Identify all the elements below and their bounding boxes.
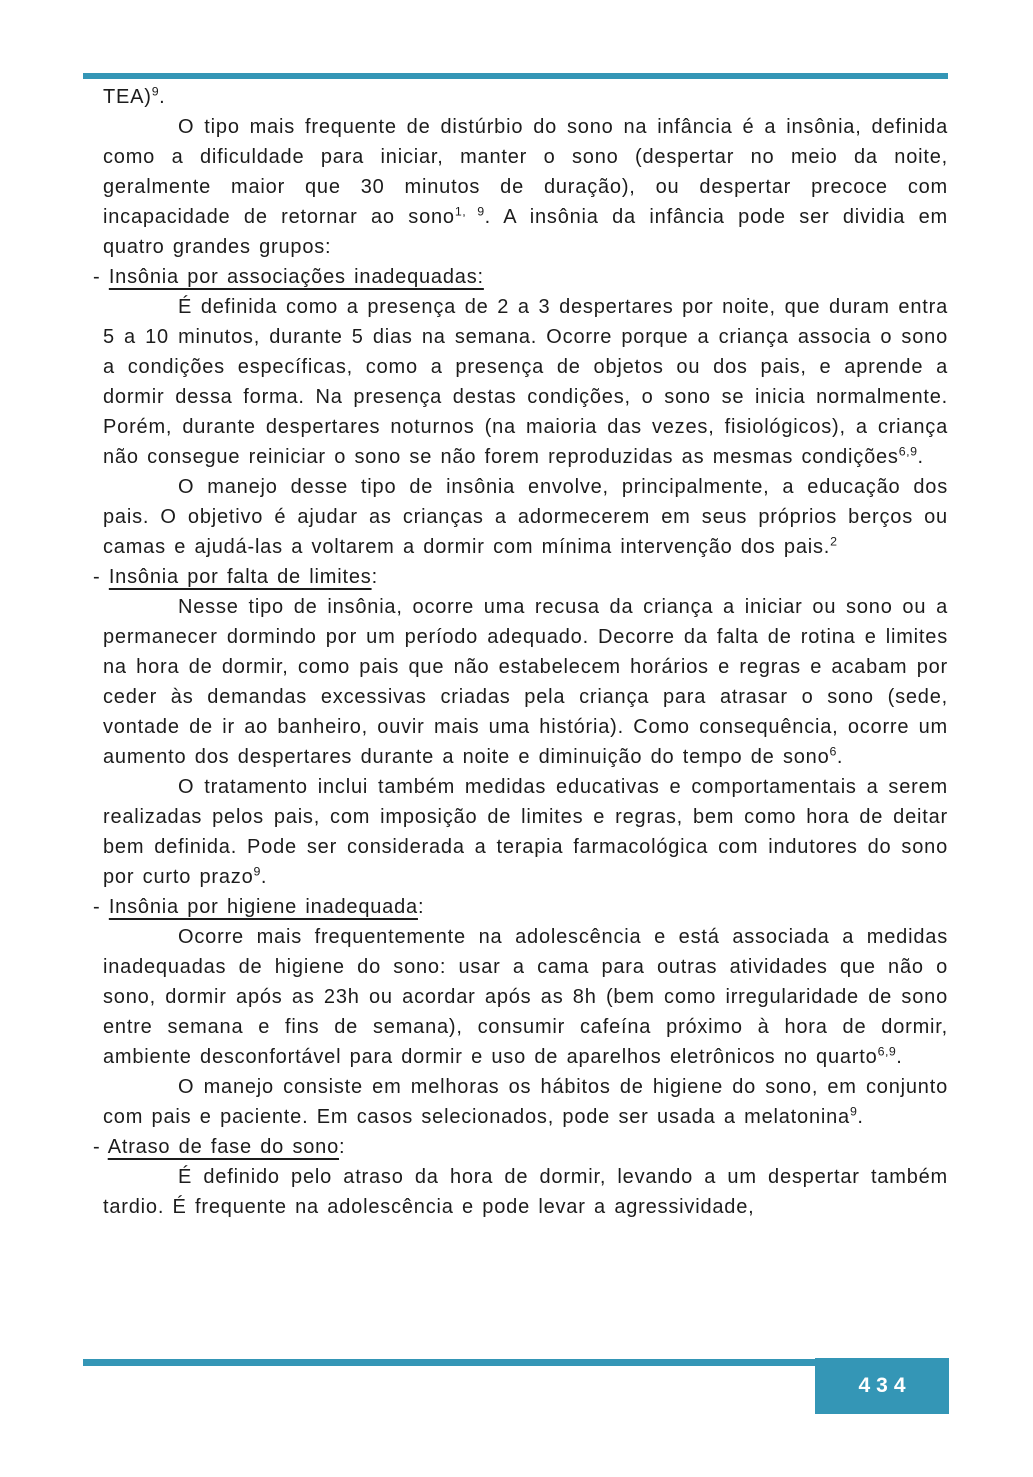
heading-label: Insônia por higiene inadequada: [108, 896, 418, 918]
paragraph: [103, 1162, 948, 1222]
paragraph: [103, 472, 948, 562]
heading-dash: -: [93, 566, 109, 588]
document-body: [93, 82, 948, 1222]
heading-dash: -: [93, 896, 109, 918]
paragraph-text: O manejo consiste em melhoras os hábitos de higiene do sono, em conjunto com pais e paciente. Em casos selecionados, pode ser usada a melatonina: [103, 1076, 948, 1128]
superscript-reference: 6,9: [877, 1044, 897, 1059]
paragraph: [103, 112, 948, 262]
superscript-reference: 9: [849, 1104, 858, 1119]
superscript-reference: 6,9: [898, 444, 918, 459]
paragraph: [103, 82, 948, 112]
bottom-divider: [83, 1359, 816, 1366]
paragraph: [103, 922, 948, 1072]
paragraph: [103, 1072, 948, 1132]
top-divider: [83, 73, 948, 79]
paragraph-text: .: [159, 86, 166, 108]
paragraph-text: O manejo desse tipo de insônia envolve, principalmente, a educação dos pais. O objetivo é ajudar as crianças a adormecerem em seus próprios berços ou camas e ajudá-las a voltarem a dormir com mínima intervenção dos pais.: [103, 476, 948, 558]
paragraph-text: Nesse tipo de insônia, ocorre uma recusa da criança a iniciar ou sono ou a permanecer dormindo por um período adequado. Decorre da falta de rotina e limites na hora de dormir, como pais que não estabelecem horários e regras e acabam por ceder às demandas excessivas criadas pela criança para atrasar o sono (sede, vontade de ir ao banheiro, ouvir mais uma história). Como consequência, ocorre um aumento dos despertares durante a noite e diminuição do tempo de sono: [103, 596, 948, 768]
paragraph-text: .: [896, 1046, 903, 1068]
superscript-reference: 2: [830, 534, 838, 549]
paragraph-text: O tipo mais frequente de distúrbio do sono na infância é a insônia, definida como a dificuldade para iniciar, manter o sono (despertar no meio da noite, geralmente maior que 30 minutos de duração), ou despertar precoce com incapacidade de retornar ao sono: [103, 116, 948, 228]
paragraph: [103, 592, 948, 772]
heading-label: Insônia por falta de limites: [108, 566, 372, 588]
superscript-reference: 6: [829, 744, 837, 759]
heading-suffix: :: [339, 1136, 346, 1158]
heading-suffix: :: [417, 896, 425, 918]
page-number-badge: [815, 1358, 949, 1414]
heading-label: Insônia por associações inadequadas:: [108, 266, 484, 288]
heading-dash: -: [93, 1136, 108, 1158]
section-heading: [93, 262, 948, 292]
paragraph-text: .: [917, 446, 924, 468]
superscript-reference: 9: [253, 864, 261, 879]
paragraph-text: É definido pelo atraso da hora de dormir, levando a um despertar também tardio. É frequente na adolescência e pode levar a agressividade,: [103, 1166, 948, 1218]
section-heading: [93, 892, 948, 922]
heading-dash: -: [93, 266, 109, 288]
paragraph-text: Ocorre mais frequentemente na adolescência e está associada a medidas inadequadas de higiene do sono: usar a cama para outras atividades que não o sono, dormir após as 23h ou acordar após as 8h (bem como irregularidade de sono entre semana e fins de semana), consumir cafeína próximo à hora de dormir, ambiente desconfortável para dormir e uso de aparelhos eletrônicos no quarto: [103, 926, 948, 1068]
heading-suffix: :: [371, 566, 378, 588]
paragraph-text: TEA): [103, 86, 152, 108]
heading-label: Atraso de fase do sono: [107, 1136, 340, 1158]
paragraph: [103, 292, 948, 472]
paragraph-text: .: [836, 746, 844, 768]
section-heading: [93, 562, 948, 592]
paragraph-text: . A insônia da infância pode ser dividia em quatro grandes grupos:: [103, 206, 948, 258]
paragraph-text: O tratamento inclui também medidas educativas e comportamentais a serem realizadas pelos pais, com imposição de limites e regras, bem como hora de deitar bem definida. Pode ser considerada a terapia farmacológica com indutores do sono por curto prazo: [103, 776, 948, 888]
page-number: 434: [858, 1374, 912, 1397]
paragraph-text: .: [260, 866, 268, 888]
superscript-reference: 1, 9: [454, 204, 485, 219]
paragraph-text: É definida como a presença de 2 a 3 despertares por noite, que duram entra 5 a 10 minutos, durante 5 dias na semana. Ocorre porque a criança associa o sono a condições específicas, como a presença de objetos ou dos pais, e aprende a dormir dessa forma. Na presença destas condições, o sono se inicia normalmente. Porém, durante despertares noturnos (na maioria das vezes, fisiológicos), a criança não consegue reiniciar o sono se não forem reproduzidas as mesmas condições: [103, 296, 948, 468]
section-heading: [93, 1132, 948, 1162]
superscript-reference: 9: [151, 84, 160, 99]
paragraph-text: .: [857, 1106, 864, 1128]
paragraph: [103, 772, 948, 892]
